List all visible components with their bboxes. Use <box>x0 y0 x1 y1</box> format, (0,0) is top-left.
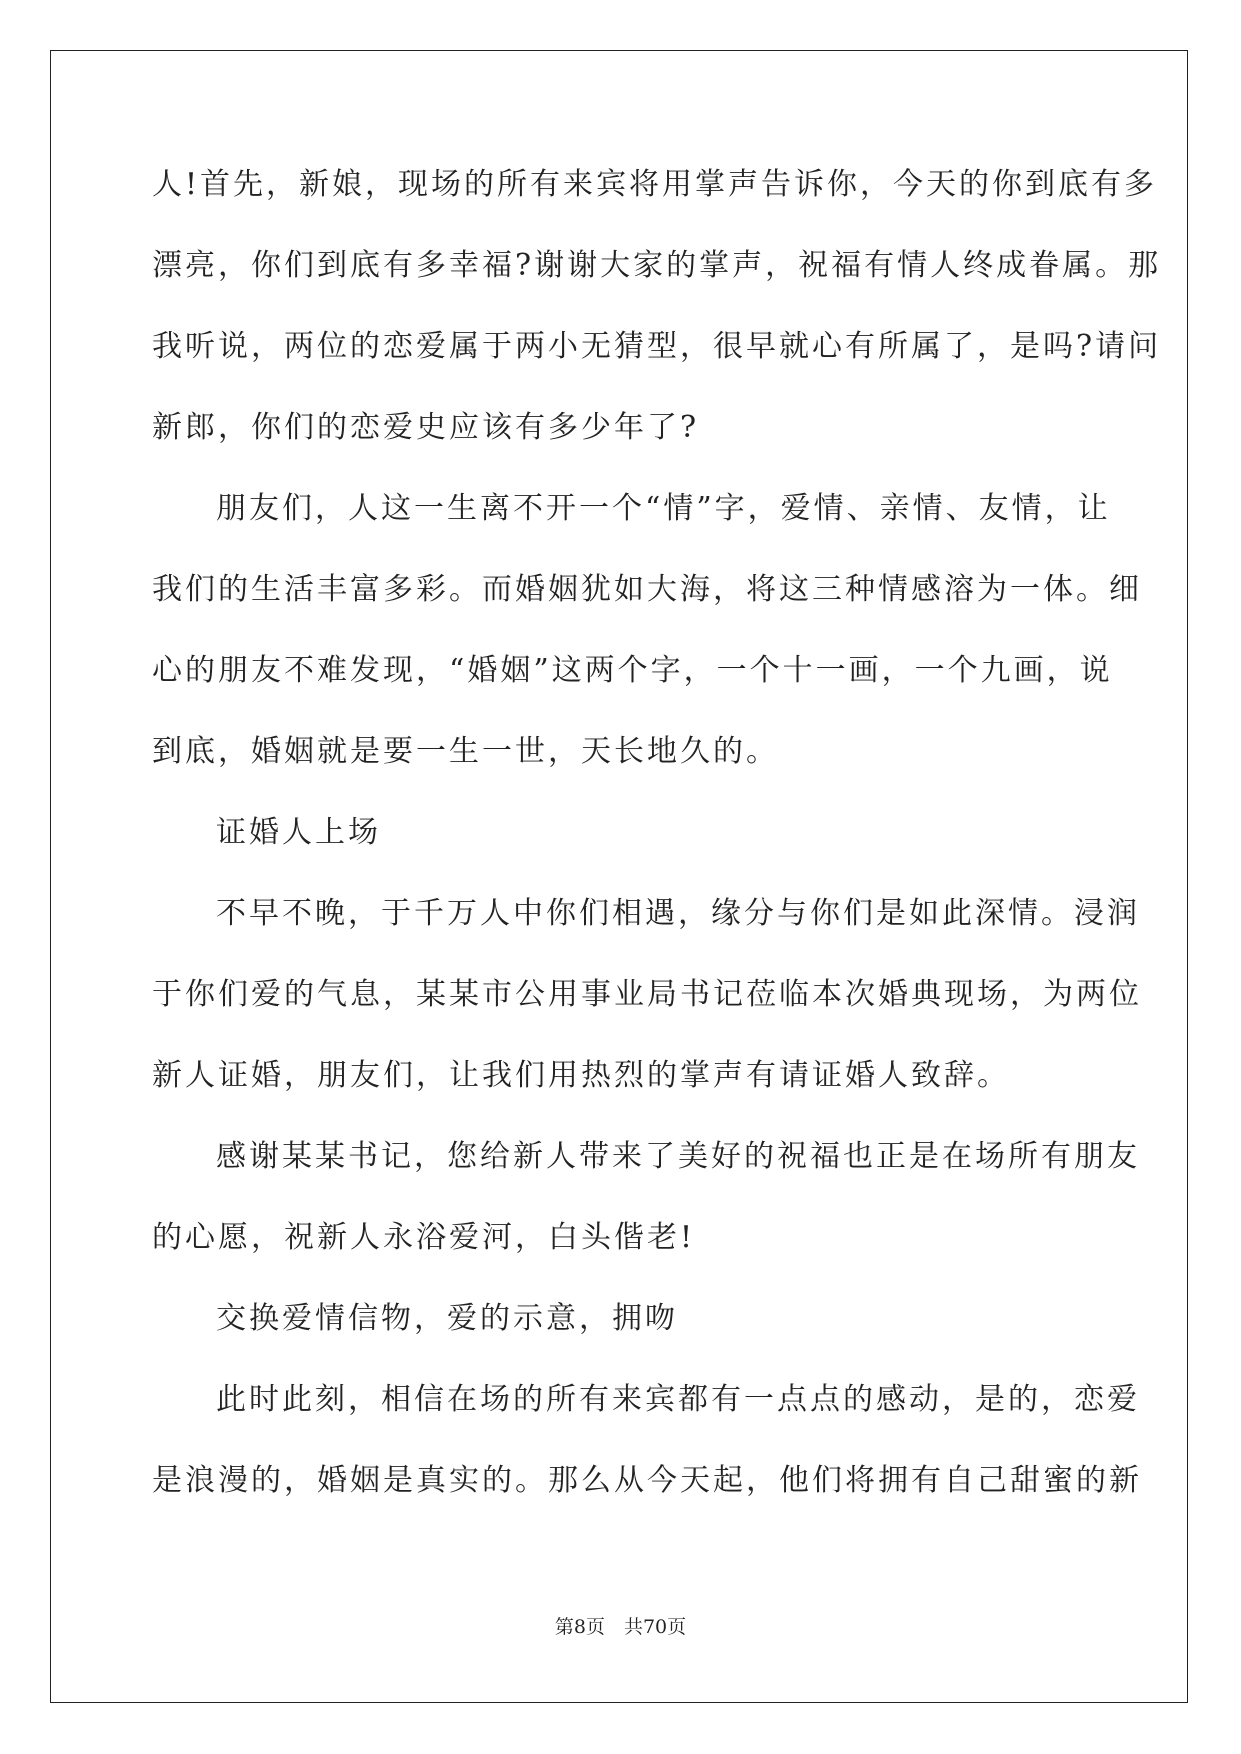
text-line: 我们的生活丰富多彩。而婚姻犹如大海，将这三种情感溶为一体。细 <box>152 572 1142 607</box>
document-body <box>152 156 1162 1533</box>
text-line: 证婚人上场 <box>216 815 381 850</box>
page-number-footer: 第8页 共70页 <box>554 1616 687 1638</box>
text-line: 人!首先，新娘，现场的所有来宾将用掌声告诉你，今天的你到底有多 <box>152 167 1158 202</box>
text-line: 于你们爱的气息，某某市公用事业局书记莅临本次婚典现场，为两位 <box>152 977 1142 1012</box>
text-line: 我听说，两位的恋爱属于两小无猜型，很早就心有所属了，是吗?请问 <box>152 329 1162 364</box>
text-line: 此时此刻，相信在场的所有来宾都有一点点的感动，是的，恋爱 <box>216 1382 1140 1417</box>
text-line: 不早不晚，于千万人中你们相遇，缘分与你们是如此深情。浸润 <box>216 896 1140 931</box>
text-line: 漂亮，你们到底有多幸福?谢谢大家的掌声，祝福有情人终成眷属。那 <box>152 248 1162 283</box>
text-line: 交换爱情信物，爱的示意，拥吻 <box>216 1301 678 1336</box>
text-line: 新郎，你们的恋爱史应该有多少年了? <box>152 410 700 445</box>
text-line: 新人证婚，朋友们，让我们用热烈的掌声有请证婚人致辞。 <box>152 1058 1010 1093</box>
text-line: 是浪漫的，婚姻是真实的。那么从今天起，他们将拥有自己甜蜜的新 <box>152 1463 1142 1498</box>
text-line: 到底，婚姻就是要一生一世，天长地久的。 <box>152 734 779 769</box>
text-line: 朋友们，人这一生离不开一个“情”字，爱情、亲情、友情，让 <box>216 491 1111 526</box>
text-line: 的心愿，祝新人永浴爱河，白头偕老! <box>152 1220 696 1255</box>
text-line: 感谢某某书记，您给新人带来了美好的祝福也正是在场所有朋友 <box>216 1139 1140 1174</box>
text-line: 心的朋友不难发现，“婚姻”这两个字，一个十一画，一个九画，说 <box>152 653 1113 688</box>
